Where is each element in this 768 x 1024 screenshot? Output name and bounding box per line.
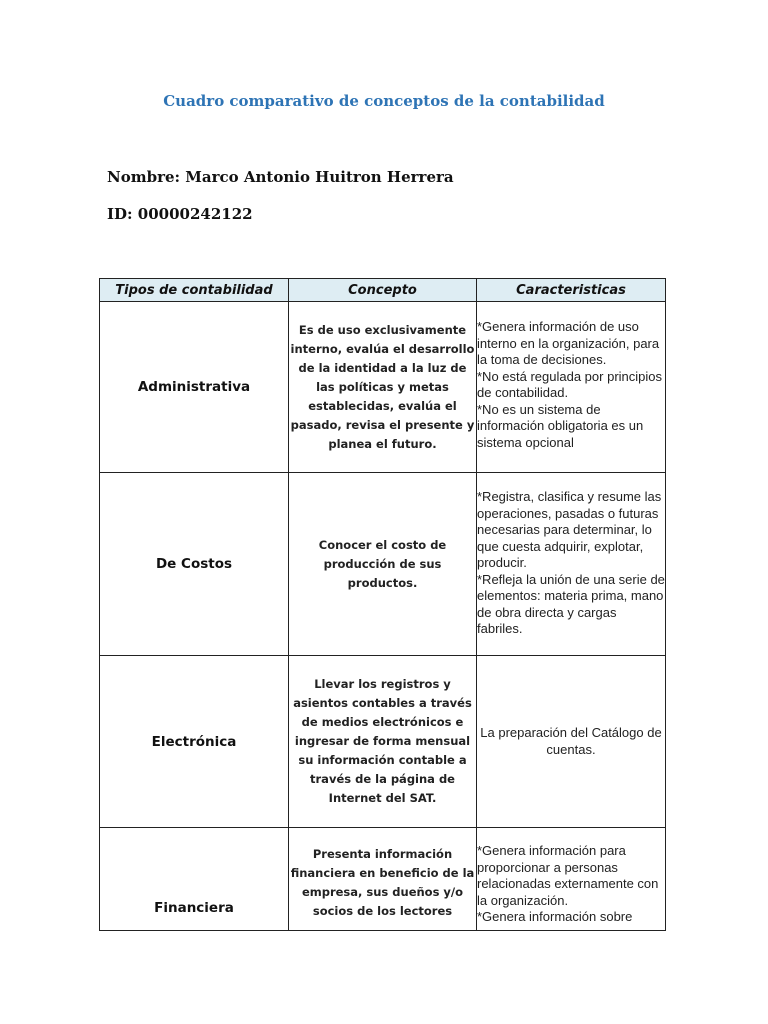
row-characteristics	[477, 656, 666, 828]
header-types: Tipos de contabilidad	[100, 279, 289, 302]
student-name: Nombre: Marco Antonio Huitron Herrera	[107, 168, 454, 186]
row-characteristics	[477, 302, 666, 473]
row-concept: Presenta información financiera en beneficio de la empresa, sus dueños y/o socios de los lectores	[289, 828, 477, 931]
row-type-financiera: Financiera	[100, 828, 289, 931]
header-characteristics: Caracteristicas	[477, 279, 666, 302]
table-row	[100, 656, 666, 828]
table-header-row	[100, 279, 666, 302]
row-type-administrativa: Administrativa	[100, 302, 289, 473]
row-concept: Conocer el costo de producción de sus productos.	[289, 473, 477, 656]
characteristics-text: *Genera información de uso interno en la organización, para la toma de decisiones. *No está regulada por principios de contabilidad. *No es un sistema de información obligatoria es un sistema opcional	[477, 319, 662, 450]
characteristics-text: La preparación del Catálogo de cuentas.	[480, 725, 662, 757]
row-type-electronica: Electrónica	[100, 656, 289, 828]
table-row	[100, 302, 666, 473]
student-id: ID: 00000242122	[107, 205, 253, 223]
table-row	[100, 473, 666, 656]
row-characteristics	[477, 473, 666, 656]
document-title: Cuadro comparativo de conceptos de la contabilidad	[163, 92, 605, 110]
row-concept: Es de uso exclusivamente interno, evalúa el desarrollo de la identidad a la luz de las políticas y metas establecidas, evalúa el pasado, revisa el presente y planea el futuro.	[289, 302, 477, 473]
table-row	[100, 828, 666, 931]
row-concept: Llevar los registros y asientos contables a través de medios electrónicos e ingresar de forma mensual su información contable a través de la página de Internet del SAT.	[289, 656, 477, 828]
characteristics-text: *Genera información para proporcionar a personas relacionadas externamente con la organización. *Genera información sobre	[477, 843, 659, 924]
comparison-table	[99, 278, 666, 931]
header-concept: Concepto	[289, 279, 477, 302]
characteristics-text: *Registra, clasifica y resume las operaciones, pasadas o futuras necesarias para determinar, lo que cuesta adquirir, explotar, producir. *Refleja la unión de una serie de elementos: materia prima, mano de obra directa y cargas fabriles.	[477, 489, 665, 636]
row-type-costos: De Costos	[100, 473, 289, 656]
row-characteristics	[477, 828, 666, 931]
